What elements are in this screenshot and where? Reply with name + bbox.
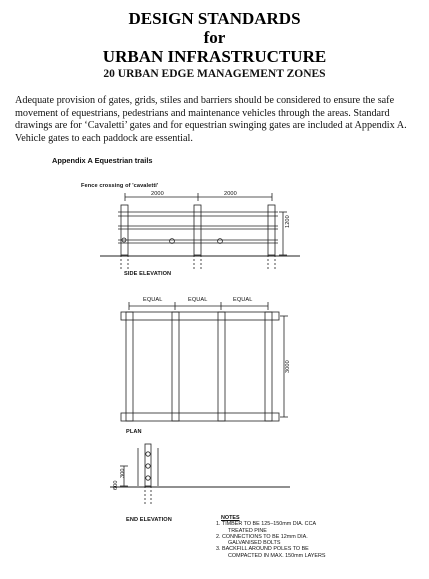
side-elevation-caption: SIDE ELEVATION xyxy=(124,271,172,277)
drawing-notes xyxy=(216,515,396,559)
side-elevation-drawing xyxy=(100,193,300,270)
dim-3000: 3000 xyxy=(285,360,291,373)
note-line: 2. CONNECTIONS TO BE 12mm DIA. xyxy=(216,533,308,540)
intro-paragraph: Adequate provision of gates, grids, stiles and barriers should be considered to ensure the safe movement of equestrians, pedestrians and maintenance vehicles through the areas. Standard drawings are for ‘Cavaletti’ gates and for equestrian swinging gates are included at Appendix A. Vehicle gates to each paddock are essential. xyxy=(15,95,407,144)
appendix-title: Appendix A Equestrian trails xyxy=(52,156,153,165)
section-heading: 20 URBAN EDGE MANAGEMENT ZONES xyxy=(103,68,326,80)
note-line: TREATED PINE xyxy=(228,527,267,534)
notes-title: NOTES xyxy=(221,515,240,521)
end-elevation-caption: END ELEVATION xyxy=(126,517,172,523)
fence-crossing-label: Fence crossing of 'cavaletti' xyxy=(81,183,159,189)
equal-label-3: EQUAL xyxy=(233,297,253,303)
dim-2000-right: 2000 xyxy=(224,191,237,197)
plan-caption: PLAN xyxy=(126,429,142,435)
doc-title-line-3: URBAN INFRASTRUCTURE xyxy=(102,47,327,66)
plan-drawing xyxy=(121,302,288,421)
note-line: 1. TIMBER TO BE 125–150mm DIA. CCA xyxy=(216,521,317,528)
dim-2000-left: 2000 xyxy=(151,191,164,197)
note-line: COMPACTED IN MAX. 150mm LAYERS xyxy=(228,552,326,559)
doc-title-line-2: for xyxy=(203,28,226,47)
doc-title-line-1: DESIGN STANDARDS xyxy=(128,9,301,28)
dim-600: 600 xyxy=(113,480,119,490)
note-line: GALVANISED BOLTS xyxy=(228,540,281,547)
note-line: 3. BACKFILL AROUND POLES TO BE xyxy=(216,546,309,553)
dim-1200: 1200 xyxy=(285,215,291,228)
equal-label-1: EQUAL xyxy=(143,297,163,303)
dim-300: 300 xyxy=(120,468,126,478)
equal-label-2: EQUAL xyxy=(188,297,208,303)
end-elevation-drawing xyxy=(110,444,290,505)
